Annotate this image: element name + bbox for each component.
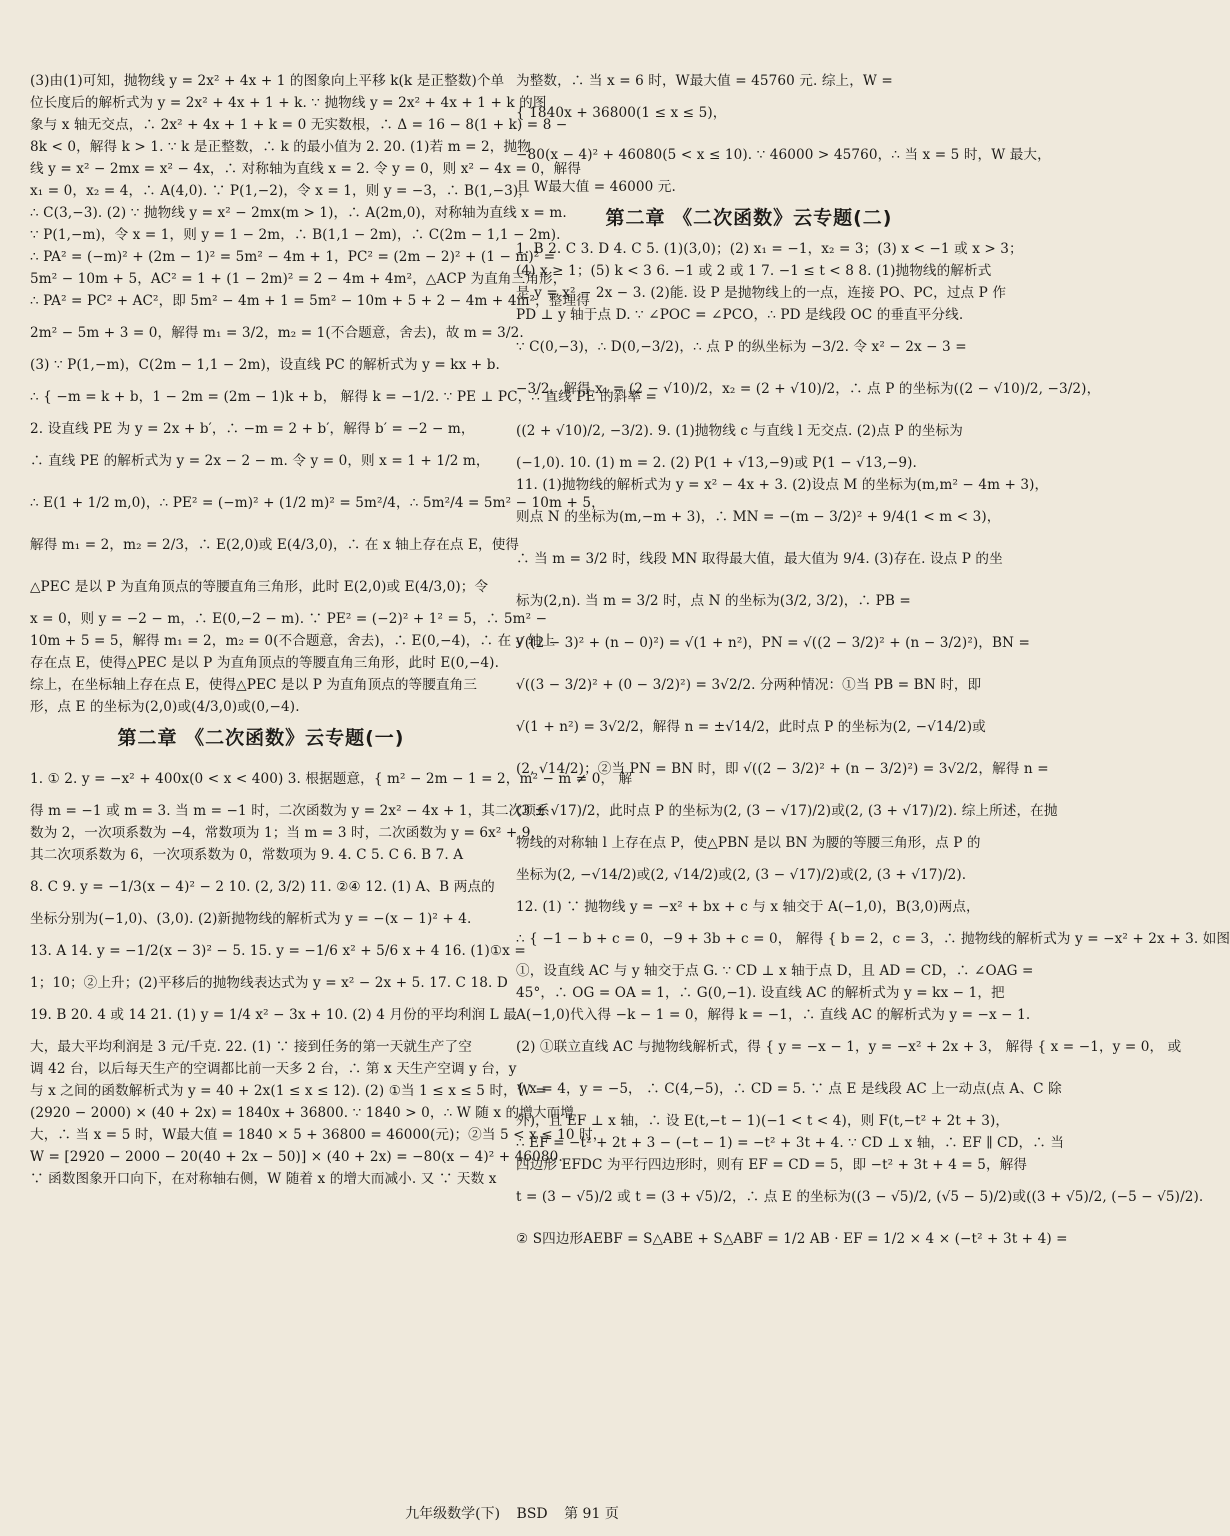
answer-line: 数为 2，一次项系数为 −4，常数项为 1；当 m = 3 时，二次函数为 y = 6x² + 9，	[30, 825, 545, 841]
answer-line: 位长度后的解析式为 y = 2x² + 4x + 1 + k. ∵ 抛物线 y = 2x² + 4x + 1 + k 的图	[30, 95, 547, 111]
answer-line: 11. (1)抛物线的解析式为 y = x² − 4x + 3. (2)设点 M 的坐标为(m,m² − 4m + 3)，	[516, 477, 1049, 493]
answer-line: 综上，在坐标轴上存在点 E，使得△PEC 是以 P 为直角顶点的等腰直角三	[30, 677, 478, 693]
answer-line: √((2 − 3)² + (n − 0)²) = √(1 + n²)，PN = √((2 − 3/2)² + (n − 3/2)²)，BN =	[516, 635, 1030, 651]
answer-line: x = 0，则 y = −2 − m，∴ E(0,−2 − m). ∵ PE² = (−2)² + 1² = 5，∴ 5m² −	[30, 611, 548, 627]
answer-line: 存在点 E，使得△PEC 是以 P 为直角顶点的等腰直角三角形，此时 E(0,−4).	[30, 655, 500, 671]
answer-line: 外)，且 EF ⊥ x 轴，∴ 设 E(t,−t − 1)(−1 < t < 4)，则 F(t,−t² + 2t + 3)，	[516, 1113, 1010, 1129]
footer-page-number: 第 91 页	[564, 1506, 619, 1522]
answer-line: 坐标分别为(−1,0)、(3,0). (2)新抛物线的解析式为 y = −(x − 1)² + 4.	[30, 911, 472, 927]
answer-line: ①，设直线 AC 与 y 轴交于点 G. ∵ CD ⊥ x 轴于点 D，且 AD = CD，∴ ∠OAG =	[516, 963, 1034, 979]
answer-line: 19. B 20. 4 或 14 21. (1) y = 1/4 x² − 3x + 10. (2) 4 月份的平均利润 L 最	[30, 1007, 517, 1023]
answer-line: { 1840x + 36800(1 ≤ x ≤ 5)，	[516, 105, 727, 121]
answer-line: 是 y = x² − 2x − 3. (2)能. 设 P 是抛物线上的一点，连接 PO、PC，过点 P 作	[516, 285, 1007, 301]
answer-line: 为整数，∴ 当 x = 6 时，W最大值 = 45760 元. 综上，W =	[516, 73, 893, 89]
answer-line: 2. 设直线 PE 为 y = 2x + b′，∴ −m = 2 + b′，解得 b′ = −2 − m，	[30, 421, 475, 437]
answer-line: −80(x − 4)² + 46080(5 < x ≤ 10). ∵ 46000 > 45760，∴ 当 x = 5 时，W 最大，	[516, 147, 1051, 163]
answer-line: t = (3 − √5)/2 或 t = (3 + √5)/2，∴ 点 E 的坐标为((3 − √5)/2, (√5 − 5)/2)或((3 + √5)/2, (−5 − √5)/2).	[516, 1189, 1204, 1205]
answer-line: 大，∴ 当 x = 5 时，W最大值 = 1840 × 5 + 36800 = 46000(元)；②当 5 < x ≤ 10 时，	[30, 1127, 607, 1143]
answer-line: 则点 N 的坐标为(m,−m + 3)，∴ MN = −(m − 3/2)² + 9/4(1 < m < 3)，	[516, 509, 1001, 525]
answer-line: (3)由(1)可知，抛物线 y = 2x² + 4x + 1 的图象向上平移 k(k 是正整数)个单	[30, 73, 505, 89]
cloud-topic-1-answers	[30, 758, 633, 1190]
answer-line: PD ⊥ y 轴于点 D. ∵ ∠POC = ∠PCO，∴ PD 是线段 OC 的垂直平分线.	[516, 307, 964, 323]
answer-line: 且 W最大值 = 46000 元.	[516, 179, 676, 195]
answer-line: ∴ E(1 + 1/2 m,0)，∴ PE² = (−m)² + (1/2 m)² = 5m²/4，∴ 5m²/4 = 5m² − 10m + 5，	[30, 495, 605, 511]
answer-line: 1；10；②上升；(2)平移后的抛物线表达式为 y = x² − 2x + 5. 17. C 18. D	[30, 975, 508, 991]
right-column	[516, 70, 1230, 1260]
answer-line: (−1,0). 10. (1) m = 2. (2) P(1 + √13,−9)或 P(1 − √13,−9).	[516, 455, 917, 471]
answer-line: 5m² − 10m + 5，AC² = 1 + (1 − 2m)² = 2 − 4m + 4m²，△ACP 为直角三角形，	[30, 271, 567, 287]
chapter-heading-cloud-topic-1: 第二章 《二次函数》云专题(一)	[117, 727, 405, 749]
answer-line: 2m² − 5m + 3 = 0，解得 m₁ = 3/2，m₂ = 1(不合题意，舍去)，故 m = 3/2.	[30, 325, 524, 341]
answer-line: 1. ① 2. y = −x² + 400x(0 < x < 400) 3. 根据题意，{ m² − 2m − 1 = 2，m² − m ≠ 0， 解	[30, 771, 633, 787]
answer-line: 大，最大平均利润是 3 元/千克. 22. (1) ∵ 接到任务的第一天就生产了空	[30, 1039, 472, 1055]
answer-line: 8k < 0，解得 k > 1. ∵ k 是正整数，∴ k 的最小值为 2. 20. (1)若 m = 2，抛物	[30, 139, 531, 155]
answer-line: 12. (1) ∵ 抛物线 y = −x² + bx + c 与 x 轴交于 A(−1,0)，B(3,0)两点，	[516, 899, 980, 915]
cloud-topic-2-answers	[516, 238, 1230, 1260]
answer-line: ∴ 直线 PE 的解析式为 y = 2x − 2 − m. 令 y = 0，则 x = 1 + 1/2 m，	[30, 453, 490, 469]
answer-line: 1. B 2. C 3. D 4. C 5. (1)(3,0)；(2) x₁ = −1，x₂ = 3；(3) x < −1 或 x > 3；	[516, 241, 1023, 257]
answer-line: x₁ = 0，x₂ = 4，∴ A(4,0). ∵ P(1,−2)，令 x = 1，则 y = −3，∴ B(1,−3)，	[30, 183, 532, 199]
answer-line: 与 x 之间的函数解析式为 y = 40 + 2x(1 ≤ x ≤ 12). (2) ①当 1 ≤ x ≤ 5 时，W =	[30, 1083, 547, 1099]
answer-line: 解得 m₁ = 2，m₂ = 2/3，∴ E(2,0)或 E(4/3,0)，∴ 在 x 轴上存在点 E，使得	[30, 537, 520, 553]
answer-line: ((2 + √10)/2, −3/2). 9. (1)抛物线 c 与直线 l 无交点. (2)点 P 的坐标为	[516, 423, 963, 439]
answer-line: −3/2，解得 x₁ = (2 − √10)/2，x₂ = (2 + √10)/2，∴ 点 P 的坐标为((2 − √10)/2, −3/2)，	[516, 381, 1101, 397]
right-answers-continued	[516, 70, 1051, 198]
answer-line: ∴ PA² = (−m)² + (2m − 1)² = 5m² − 4m + 1，PC² = (2m − 2)² + (1 − m)² =	[30, 249, 556, 265]
answer-line: √((3 − 3/2)² + (0 − 3/2)²) = 3√2/2. 分两种情况：①当 PB = BN 时，即	[516, 677, 982, 693]
answer-line: ∴ C(3,−3). (2) ∵ 抛物线 y = x² − 2mx(m > 1)，∴ A(2m,0)，对称轴为直线 x = m.	[30, 205, 567, 221]
answer-line: (3) ∵ P(1,−m)，C(2m − 1,1 − 2m)，设直线 PC 的解析式为 y = kx + b.	[30, 357, 500, 373]
answer-line: ∴ { −1 − b + c = 0，−9 + 3b + c = 0， 解得 { b = 2，c = 3，∴ 抛物线的解析式为 y = −x² + 2x + 3. 如图	[516, 931, 1230, 947]
answer-line: 形，点 E 的坐标为(2,0)或(4/3,0)或(0,−4).	[30, 699, 300, 715]
answer-line: ∴ 当 m = 3/2 时，线段 MN 取得最大值，最大值为 9/4. (3)存在. 设点 P 的坐	[516, 551, 1003, 567]
answer-line: (3 ± √17)/2，此时点 P 的坐标为(2, (3 − √17)/2)或(2, (3 + √17)/2). 综上所述，在抛	[516, 803, 1058, 819]
answer-line: √(1 + n²) = 3√2/2，解得 n = ±√14/2，此时点 P 的坐标为(2, −√14/2)或	[516, 719, 986, 735]
answer-line: (2) ①联立直线 AC 与抛物线解析式，得 { y = −x − 1，y = −x² + 2x + 3， 解得 { x = −1，y = 0， 或	[516, 1039, 1182, 1055]
answer-line: ∵ C(0,−3)，∴ D(0,−3/2)，∴ 点 P 的纵坐标为 −3/2. 令 x² − 2x − 3 =	[516, 339, 967, 355]
answer-line: ∴ PA² = PC² + AC²，即 5m² − 4m + 1 = 5m² − 10m + 5 + 2 − 4m + 4m²，整理得	[30, 293, 590, 309]
answer-line: ∵ 函数图象开口向下，在对称轴右侧，W 随着 x 的增大而减小. 又 ∵ 天数 x	[30, 1171, 497, 1187]
answer-line: 线 y = x² − 2mx = x² − 4x，∴ 对称轴为直线 x = 2. 令 y = 0，则 x² − 4x = 0，解得	[30, 161, 582, 177]
footer-grade-subject: 九年级数学(下)	[405, 1506, 501, 1522]
answer-line: 象与 x 轴无交点，∴ 2x² + 4x + 1 + k = 0 无实数根，∴ Δ = 16 − 8(1 + k) = 8 −	[30, 117, 568, 133]
answer-line: (2920 − 2000) × (40 + 2x) = 1840x + 36800. ∵ 1840 > 0，∴ W 随 x 的增大而增	[30, 1105, 574, 1121]
answer-line: ∴ { −m = k + b，1 − 2m = (2m − 1)k + b， 解得 k = −1/2. ∵ PE ⊥ PC，∴ 直线 PE 的斜率 =	[30, 389, 657, 405]
answer-line: 其二次项系数为 6，一次项系数为 0，常数项为 9. 4. C 5. C 6. B 7. A	[30, 847, 464, 863]
answer-line: (4) x ≥ 1；(5) k < 3 6. −1 或 2 或 1 7. −1 ≤ t < 8 8. (1)抛物线的解析式	[516, 263, 992, 279]
chapter-heading-cloud-topic-2: 第二章 《二次函数》云专题(二)	[605, 207, 893, 229]
answer-line: 得 m = −1 或 m = 3. 当 m = −1 时，二次函数为 y = 2x² − 4x + 1，其二次项系	[30, 803, 550, 819]
answer-line: 13. A 14. y = −1/2(x − 3)² − 5. 15. y = −1/6 x² + 5/6 x + 4 16. (1)①x =	[30, 943, 526, 959]
answer-line: 坐标为(2, −√14/2)或(2, √14/2)或(2, (3 − √17)/2)或(2, (3 + √17)/2).	[516, 867, 967, 883]
answer-line: 物线的对称轴 l 上存在点 P，使△PBN 是以 BN 为腰的等腰三角形，点 P 的	[516, 835, 981, 851]
answer-line: { x = 4，y = −5， ∴ C(4,−5)，∴ CD = 5. ∵ 点 E 是线段 AC 上一动点(点 A、C 除	[516, 1081, 1062, 1097]
answer-line: (2, √14/2)；②当 PN = BN 时，即 √((2 − 3/2)² + (n − 3/2)²) = 3√2/2，解得 n =	[516, 761, 1049, 777]
answer-line: 四边形 EFDC 为平行四边形时，则有 EF = CD = 5，即 −t² + 3t + 4 = 5，解得	[516, 1157, 1028, 1173]
answer-line: ∴ EF = −t² + 2t + 3 − (−t − 1) = −t² + 3t + 4. ∵ CD ⊥ x 轴，∴ EF ∥ CD，∴ 当	[516, 1135, 1065, 1151]
answer-line: ∵ P(1,−m)，令 x = 1，则 y = 1 − 2m，∴ B(1,1 − 2m)，∴ C(2m − 1,1 − 2m).	[30, 227, 561, 243]
answer-line: 45°，∴ OG = OA = 1，∴ G(0,−1). 设直线 AC 的解析式为 y = kx − 1，把	[516, 985, 1005, 1001]
page-footer	[0, 1503, 1024, 1523]
answer-line: 标为(2,n). 当 m = 3/2 时，点 N 的坐标为(3/2, 3/2)，∴ PB =	[516, 593, 911, 609]
answer-line: 8. C 9. y = −1/3(x − 4)² − 2 10. (2, 3/2) 11. ②④ 12. (1) A、B 两点的	[30, 879, 495, 895]
answer-line: A(−1,0)代入得 −k − 1 = 0，解得 k = −1，∴ 直线 AC 的解析式为 y = −x − 1.	[516, 1007, 1031, 1023]
answer-line: △PEC 是以 P 为直角顶点的等腰直角三角形，此时 E(2,0)或 E(4/3,0)；令	[30, 579, 489, 595]
answer-line: ② S四边形AEBF = S△ABE + S△ABF = 1/2 AB · EF = 1/2 × 4 × (−t² + 3t + 4) =	[516, 1231, 1068, 1247]
answer-line: W = [2920 − 2000 − 20(40 + 2x − 50)] × (40 + 2x) = −80(x − 4)² + 46080.	[30, 1149, 563, 1165]
answer-line: 调 42 台，以后每天生产的空调都比前一天多 2 台，∴ 第 x 天生产空调 y 台，y	[30, 1061, 517, 1077]
answer-line: 10m + 5 = 5，解得 m₁ = 2，m₂ = 0(不合题意，舍去)，∴ E(0,−4)，∴ 在 y 轴上	[30, 633, 556, 649]
footer-edition: BSD	[516, 1506, 548, 1522]
